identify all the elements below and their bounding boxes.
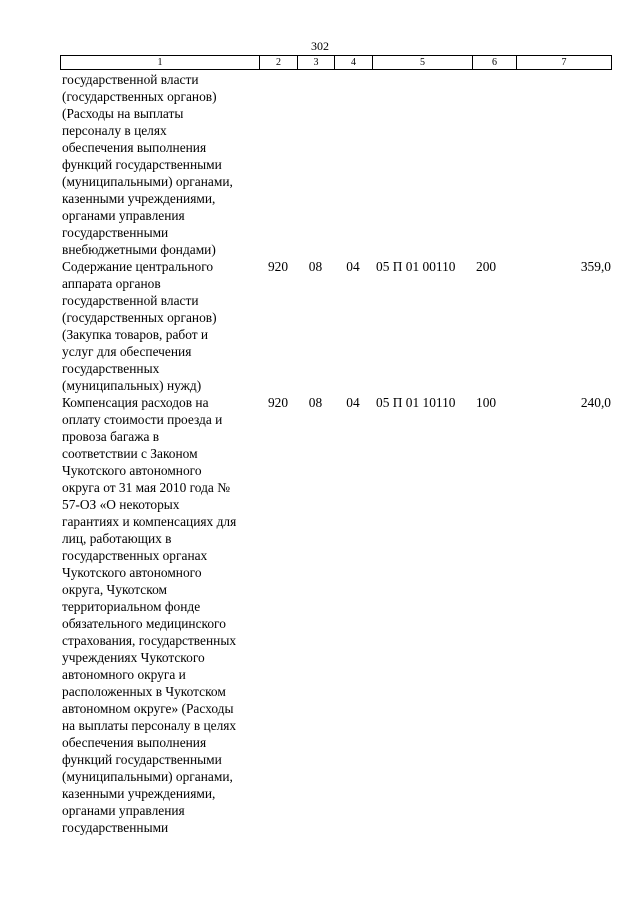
table-row	[60, 258, 611, 394]
column-header-5: 5	[373, 56, 473, 70]
row-subsection: 04	[346, 259, 360, 274]
column-header-6: 6	[473, 56, 517, 70]
column-header-7: 7	[517, 56, 612, 70]
column-header-1: 1	[61, 56, 260, 70]
row-target: 05 П 01 10110	[376, 395, 456, 410]
row-code: 920	[267, 395, 289, 410]
row-amount: 359,0	[580, 259, 611, 274]
row-amount	[516, 71, 611, 258]
budget-table	[60, 71, 611, 836]
row-code: 920	[267, 259, 289, 274]
table-row	[60, 394, 611, 836]
row-subsection: 04	[346, 395, 360, 410]
row-code	[259, 71, 297, 258]
row-section: 08	[308, 259, 323, 274]
table-row	[60, 71, 611, 258]
row-type: 100	[476, 395, 497, 410]
column-header-table	[60, 55, 612, 70]
row-amount: 240,0	[580, 395, 611, 410]
page-number: 302	[311, 39, 329, 53]
row-description: Содержание центрального аппарата органов государственной власти (государственных органов) (Закупка товаров, работ и услуг для обеспечения государственных (муниципальных) нужд)	[62, 259, 217, 393]
row-subsection	[334, 71, 372, 258]
column-header-3: 3	[298, 56, 335, 70]
row-type: 200	[476, 259, 497, 274]
row-target	[372, 71, 472, 258]
row-section: 08	[308, 395, 323, 410]
row-type	[472, 71, 516, 258]
row-target: 05 П 01 00110	[376, 259, 456, 274]
column-header-2: 2	[260, 56, 298, 70]
column-header-row	[61, 56, 612, 70]
row-section	[297, 71, 334, 258]
row-description: Компенсация расходов на оплату стоимости проезда и провоза багажа в соответствии с Законом Чукотского автономного округа от 31 мая 2010 года № 57-ОЗ «О некоторых гарантиях и компенсациях для лиц, работающих в государственных органах Чукотского автономного округа, Чукотском территориальном фонде обязательного медицинского страхования, государственных учреждениях Чукотского автономного округа и расположенных в Чукотском автономном округе» (Расходы на выплаты персоналу в целях обеспечения выполнения функций государственными (муниципальными) органами, казенными учреждениями, органами управления государственными	[62, 395, 237, 835]
row-description: государственной власти (государственных органов) (Расходы на выплаты персоналу в целях обеспечения выполнения функций государственными (муниципальными) органами, казенными учреждениями, органами управления государственными внебюджетными фондами)	[62, 72, 233, 257]
column-header-4: 4	[335, 56, 373, 70]
